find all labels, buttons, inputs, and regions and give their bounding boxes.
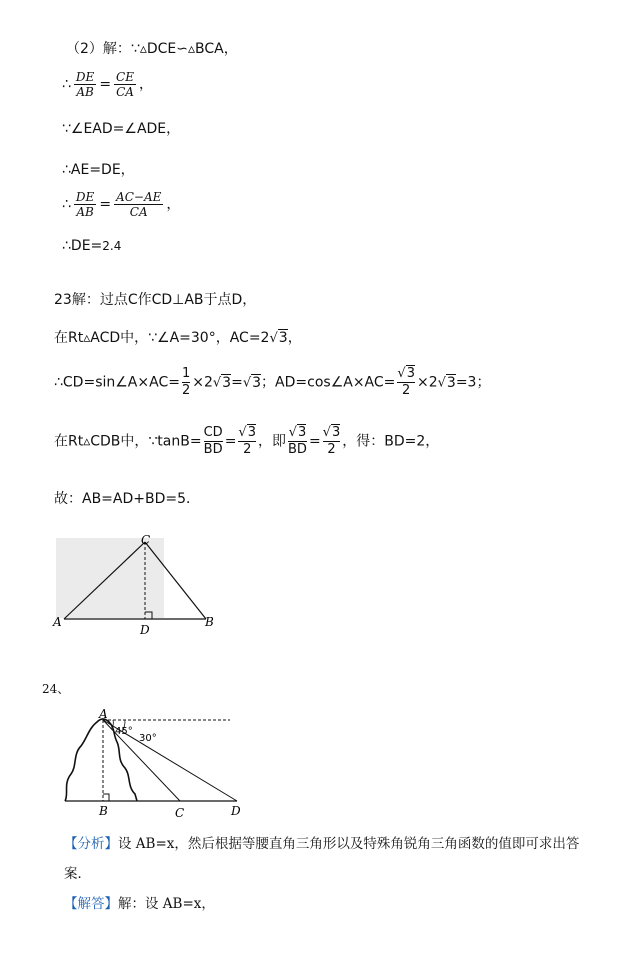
q23-line5: 故：AB=AD+BD=5． — [54, 491, 201, 507]
de-value: 2.4 — [102, 239, 122, 253]
angle-label-30: 30° — [139, 733, 157, 744]
label-b: B — [205, 615, 214, 629]
analysis-line — [64, 832, 579, 852]
angle-label-45: 45° — [115, 726, 133, 737]
analysis-label: 【分析】 — [64, 836, 118, 852]
fraction: $\frac{√3}{2}$ — [397, 366, 415, 398]
q23-line3: ∴CD=sin∠A×AC= $\frac{1}{2}$ ×2√3=√3；AD=cos∠A×AC= $\frac{√3}{2}$ ×2√3=3； — [54, 366, 491, 398]
right-angle-mark — [103, 794, 109, 801]
label-d: D — [140, 623, 150, 637]
q23-line2: 在Rt▵ACD中，∵∠A=30°，AC=2√3， — [54, 330, 302, 346]
fraction: $\frac{1}{2}$ — [181, 366, 191, 398]
fraction: $\frac{√3}{2}$ — [322, 425, 341, 457]
fraction: $\frac{CD}{BD}$ — [203, 425, 223, 457]
fraction: $\frac{√3}{BD}$ — [288, 425, 307, 457]
label-c: C — [141, 533, 151, 547]
part2-line4: ∴AE=DE， — [62, 162, 135, 178]
analysis-text: 设 AB=x，然后根据等腰直角三角形以及特殊角锐角三角函数的值即可求出答 — [118, 836, 580, 852]
part2-line6: ∴DE=2.4 — [62, 238, 122, 254]
sqrt-sign: √ — [269, 331, 278, 346]
part2-line2: ∴ $\frac{DE}{AB}$ = $\frac{CE}{CA}$ ， — [62, 70, 153, 99]
therefore-symbol: ∴ — [62, 76, 71, 93]
q23-line4: 在Rt▵CDB中，∵tanB= $\frac{CD}{BD}$ = $\frac{√3}{2}$ ，即 $\frac{√3}{BD}$ = $\frac{√3}{2}$ ，得：BD=2， — [54, 425, 440, 457]
part2-line5: ∴ $\frac{DE}{AB}$ = $\frac{AC-AE}{CA}$ ， — [62, 190, 181, 219]
label-d: D — [231, 804, 241, 818]
triangle-figure-23 — [48, 530, 228, 640]
q24-number: 24、 — [42, 682, 70, 696]
fraction: $\frac{CE}{CA}$ — [116, 70, 134, 99]
label-a: A — [53, 615, 62, 629]
label-b: B — [99, 804, 108, 818]
fraction: $\frac{DE}{AB}$ — [75, 70, 95, 99]
part2-line3: ∵∠EAD=∠ADE， — [62, 121, 181, 137]
figure-background — [56, 538, 164, 618]
answer-text: 解：设 AB=x， — [118, 896, 215, 912]
part2-line1: （2）解：∵▵DCE∽▵BCA， — [66, 41, 238, 57]
q23-line1: 23解：过点C作CD⊥AB于点D， — [54, 292, 257, 308]
analysis-line2: 案． — [64, 866, 91, 882]
fraction: $\frac{AC-AE}{CA}$ — [116, 190, 162, 219]
fraction: $\frac{√3}{2}$ — [238, 425, 256, 457]
answer-line — [64, 892, 215, 912]
answer-label: 【解答】 — [64, 896, 118, 912]
label-a: A — [99, 707, 108, 721]
fraction: $\frac{DE}{AB}$ — [75, 190, 95, 219]
mountain-figure-24 — [55, 704, 255, 824]
label-c: C — [175, 806, 185, 820]
